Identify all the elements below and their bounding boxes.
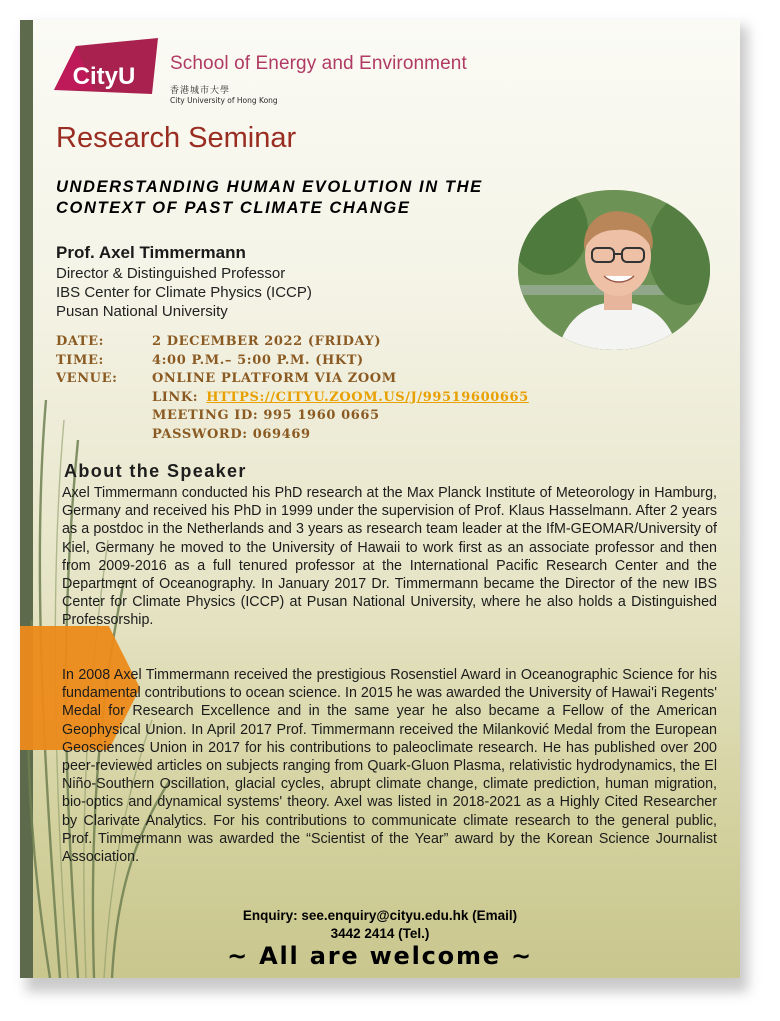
link-row xyxy=(152,389,529,408)
venue-label: VENUE: xyxy=(56,371,118,386)
speaker-photo xyxy=(518,190,710,350)
date-label: DATE: xyxy=(56,334,105,349)
school-name: School of Energy and Environment xyxy=(170,53,467,74)
about-paragraph-1: Axel Timmermann conducted his PhD research at the Max Planck Institute of Meteorology in Hamburg, Germany and received his PhD in 1999 under the supervision of Prof. Klaus Hasselmann. After 2 years as a postdoc in the Netherlands and 3 years as research team leader at the IfM-GEOMAR/University of Kiel, Germany he moved to the University of Hawaii to work first as an associate professor and then from 2009-2016 as a full tenured professor at the International Pacific Research Center and the Department of Oceanography. In January 2017 Dr. Timmermann became the Director of the new IBS Center for Climate Physics (ICCP) at Pusan National University, where he also holds a Distinguished Professorship. xyxy=(62,485,717,629)
enquiry-info xyxy=(20,907,740,943)
speaker-name: Prof. Axel Timmermann xyxy=(56,243,246,262)
title-line-2: CONTEXT OF PAST CLIMATE CHANGE xyxy=(56,199,411,217)
time-label: TIME: xyxy=(56,352,104,368)
university-english-name: City University of Hong Kong xyxy=(170,96,278,105)
meeting-password: PASSWORD: 069469 xyxy=(152,426,311,442)
cityu-logo xyxy=(54,38,162,108)
seminar-poster xyxy=(20,20,740,978)
cityu-logo-text: CityU xyxy=(72,63,136,90)
affiliation-line: IBS Center for Climate Physics (ICCP) xyxy=(56,284,312,301)
venue-value: ONLINE PLATFORM VIA ZOOM xyxy=(152,371,397,386)
title-line-1: UNDERSTANDING HUMAN EVOLUTION IN THE xyxy=(56,178,483,196)
affiliation-line: Director & Distinguished Professor xyxy=(56,265,286,282)
enquiry-tel: 3442 2414 (Tel.) xyxy=(330,926,430,941)
meeting-id: MEETING ID: 995 1960 0665 xyxy=(152,408,380,423)
enquiry-email: Enquiry: see.enquiry@cityu.edu.hk (Email) xyxy=(242,908,518,923)
about-paragraph-2: In 2008 Axel Timmermann received the prestigious Rosenstiel Award in Oceanographic Science for his fundamental contributions to ocean science. In 2015 he was awarded the University of Hawai'i Regents' Medal for Research Excellence and in the same year he also became a Fellow of the American Geophysical Union. In April 2017 Prof. Timmermann received the Milanković Medal from the European Geosciences Union in 2017 for his contributions to paleoclimate research. He has published over 200 peer-reviewed articles on subjects ranging from Quark-Gluon Plasma, relativistic hydrodynamics, the El Niño-Southern Oscillation, glacial cycles, abrupt climate change, climate prediction, human migration, bio-optics and dynamical systems' theory. Axel was listed in 2018-2021 as a Highly Cited Researcher by Clarivate Analytics. For his contributions to communicate climate research to the general public, Prof. Timmermann was awarded the “Scientist of the Year” award by the Korean Science Journalist Association. xyxy=(62,667,717,866)
seminar-title xyxy=(56,177,516,219)
affiliation-line: Pusan National University xyxy=(56,303,228,320)
date-value: 2 DECEMBER 2022 (FRIDAY) xyxy=(152,334,382,349)
seminar-type-heading: Research Seminar xyxy=(56,122,297,154)
zoom-link[interactable]: HTTPS://CITYU.ZOOM.US/J/99519600665 xyxy=(206,389,529,405)
link-label: LINK: xyxy=(152,389,199,405)
about-speaker-heading: About the Speaker xyxy=(64,461,247,481)
university-chinese-name: 香港城市大學 xyxy=(170,86,231,96)
speaker-portrait-illustration xyxy=(518,190,710,350)
left-decorative-bar xyxy=(20,20,33,978)
welcome-message: ~ All are welcome ~ xyxy=(227,942,533,970)
speaker-affiliations xyxy=(56,264,312,321)
time-value: 4:00 P.M.– 5:00 P.M. (HKT) xyxy=(152,352,364,368)
